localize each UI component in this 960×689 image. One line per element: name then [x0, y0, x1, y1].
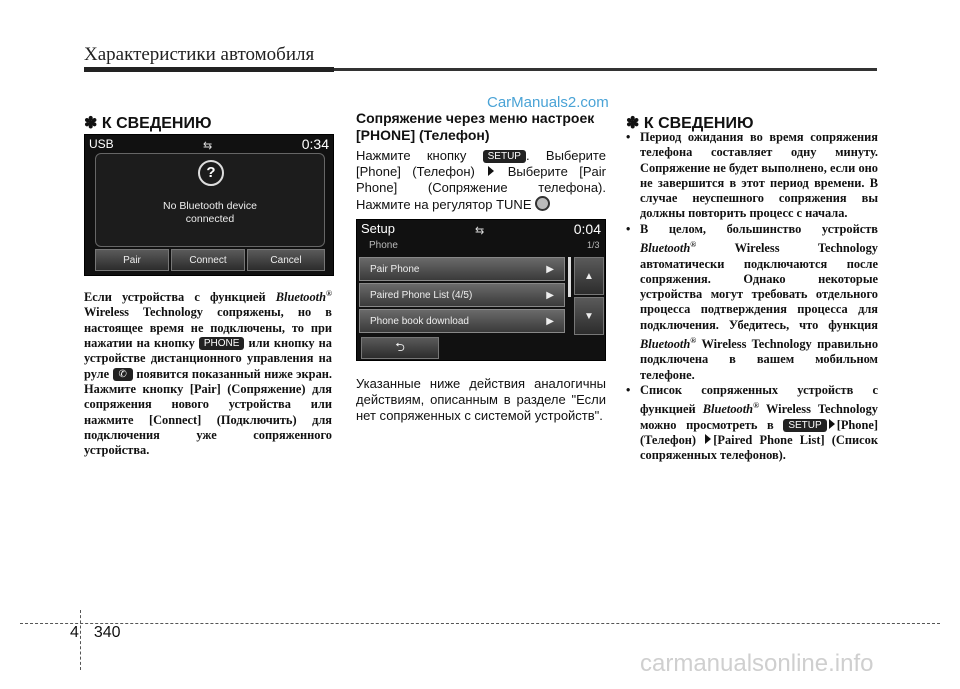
scroll-up-button[interactable]	[574, 257, 604, 295]
back-arrow-icon: ⮌	[395, 339, 405, 354]
col2-body-part1: Нажмите кнопку	[356, 148, 467, 163]
col3-notes	[626, 130, 878, 464]
menu-item-paired-list[interactable]	[359, 283, 565, 307]
question-icon: ?	[198, 160, 224, 186]
note-bullet-1: • Период ожидания во время сопряжения телефона составляет одну минуту. Сопряжение не будет выполнено, если оно не завершится в этот период времени. В случае неуспешного сопряжения вы должны повторить процесс с начала.	[626, 130, 878, 221]
footer-divider	[20, 623, 940, 624]
dialog-message	[96, 200, 324, 226]
page-number: 340	[93, 624, 121, 641]
note-bullet-3: • Список сопряженных устройств с функцией Bluetooth® Wireless Technology можно просмотреть в SETUP [Phone] (Телефон) [Paired Phone List] (Список сопряженных телефонов).	[626, 383, 878, 463]
connect-button[interactable]: Connect	[171, 249, 245, 271]
setup-section-label: Phone	[369, 240, 398, 251]
setup-screen	[356, 219, 606, 361]
screen-source-label: USB	[89, 137, 114, 151]
bullet3-bluetooth: Bluetooth	[702, 402, 754, 417]
menu-item-pair-phone[interactable]	[359, 257, 565, 281]
usb-icon: ⇆	[203, 140, 213, 152]
dialog-message-line1: No Bluetooth device	[163, 200, 257, 212]
no-device-screen	[84, 134, 334, 276]
col1-text-part3: или кнопку на устройстве дистанционного управления на руле	[84, 336, 333, 381]
col1-bluetooth: Bluetooth	[275, 290, 327, 305]
bullet2-bluetooth: Bluetooth	[640, 241, 691, 256]
col3-note-heading: ✽ К СВЕДЕНИЮ	[626, 115, 754, 132]
col1-text-part2: Wireless Technology сопряжены, но в настоящее время не подключены, то при нажатии на кнопку	[84, 305, 332, 351]
phone-key-badge: PHONE	[199, 337, 245, 350]
tune-knob-icon	[535, 196, 550, 211]
watermark-bottom: carmanualsonline.info	[640, 650, 874, 677]
menu-item-phonebook[interactable]	[359, 309, 565, 333]
page-header-title: Характеристики автомобиля	[84, 44, 315, 65]
scrollbar-thumb[interactable]	[568, 257, 571, 297]
col1-note-heading: ✽ К СВЕДЕНИЮ	[84, 115, 212, 132]
chapter-number: 4	[70, 624, 79, 641]
col2-paragraph2: Указанные ниже действия аналогичны действиям, описанным в разделе "Если нет сопряженных с системой устройств".	[356, 376, 606, 423]
col2-heading: Сопряжение через меню настроек [PHONE] (Телефон)	[356, 110, 595, 143]
arrow-right-icon	[829, 419, 835, 429]
footer-page-number	[70, 624, 121, 642]
triangle-up-icon: ▲	[584, 270, 594, 282]
bullet3-part1: Список сопряженных устройств с функцией	[640, 383, 878, 417]
screen-time: 0:34	[301, 136, 329, 152]
scroll-down-button[interactable]	[574, 297, 604, 335]
col1-text-part1: Если устройства с функцией	[84, 290, 266, 305]
note-bullet-2: • В целом, большинство устройств Bluetooth® Wireless Technology автоматически подключаются после сопряжения. Однако некоторые устройства могут требовать отдельного процесса подтверждения процесса для подключения. Убедитесь, что функция Bluetooth® Wireless Technology правильно подключена в вашем мобильном телефоне.	[626, 221, 879, 382]
bullet2-bluetooth-2: Bluetooth	[640, 337, 691, 352]
setup-key-badge-2: SETUP	[783, 419, 826, 432]
bullet2-part3: Wireless Technology правильно подключена в вашем мобильном телефоне.	[640, 337, 879, 382]
usb-icon: ⇆	[475, 225, 485, 237]
cancel-button[interactable]: Cancel	[247, 249, 325, 271]
setup-screen-time: 0:04	[573, 221, 601, 237]
steering-phone-icon: ✆	[113, 368, 133, 381]
play-icon: ▶	[546, 289, 554, 301]
bullet3-part4: [Paired Phone List] (Список сопряженных телефонов).	[640, 433, 878, 463]
col2-body-part3: Выберите [Pair Phone] (Сопряжение телефона). Нажмите на регулятор TUNE	[356, 164, 606, 212]
play-icon: ▶	[546, 315, 554, 327]
play-icon: ▶	[546, 263, 554, 275]
bullet3-part3: [Phone] (Телефон)	[640, 417, 878, 448]
menu-item-label: Paired Phone List (4/5)	[370, 289, 473, 301]
col1-paragraph: Если устройства с функцией Bluetooth® Wireless Technology сопряжены, но в настоящее время не подключены, то при нажатии на кнопку PHONE или кнопку на устройстве дистанционного управления на руле ✆ появится показанный ниже экран. Нажмите кнопку [Pair] (Сопряжение) для сопряжения нового устройства или нажмите [Connect] (Подключить) для подключения уже сопряженного устройства.	[84, 289, 333, 458]
menu-item-label: Phone book download	[370, 315, 469, 327]
pair-button[interactable]: Pair	[95, 249, 169, 271]
back-button[interactable]	[361, 337, 439, 359]
setup-page-indicator: 1/3	[587, 240, 600, 250]
col2-body	[356, 148, 606, 213]
col1-text-part4: появится показанный ниже экран. Нажмите кнопку [Pair] (Сопряжение) для сопряжения нового устройства или нажмите [Connect] (Подключить) для подключения уже сопряженного устройства.	[84, 366, 333, 458]
header-rule-accent	[84, 67, 334, 72]
menu-item-label: Pair Phone	[370, 263, 420, 275]
dialog-message-line2: connected	[185, 213, 235, 225]
col2-body-part2: . Выберите [Phone] (Телефон)	[356, 148, 606, 179]
dialog-box	[95, 153, 325, 247]
watermark-top: CarManuals2.com	[487, 94, 609, 111]
setup-screen-title: Setup	[361, 221, 395, 236]
triangle-down-icon: ▼	[584, 310, 594, 322]
setup-key-badge: SETUP	[483, 150, 526, 163]
bullet2-part2: Wireless Technology автоматически подключаются после сопряжения. Однако некоторые устройства могут требовать отдельного процесса подтверждения процесса для подключения. Убедитесь, что функция	[640, 241, 878, 332]
arrow-right-icon	[488, 166, 494, 176]
arrow-right-icon	[705, 434, 711, 444]
bullet3-part2: Wireless Technology можно просмотреть в	[640, 402, 878, 432]
bullet2-part1: В целом, большинство устройств	[640, 221, 878, 236]
bullet1-text: Период ожидания во время сопряжения телефона составляет одну минуту. Сопряжение не будет выполнено, если оно не завершится в этот период времени. В случае неуспешного сопряжения вы должны повторить процесс с начала.	[640, 130, 878, 221]
